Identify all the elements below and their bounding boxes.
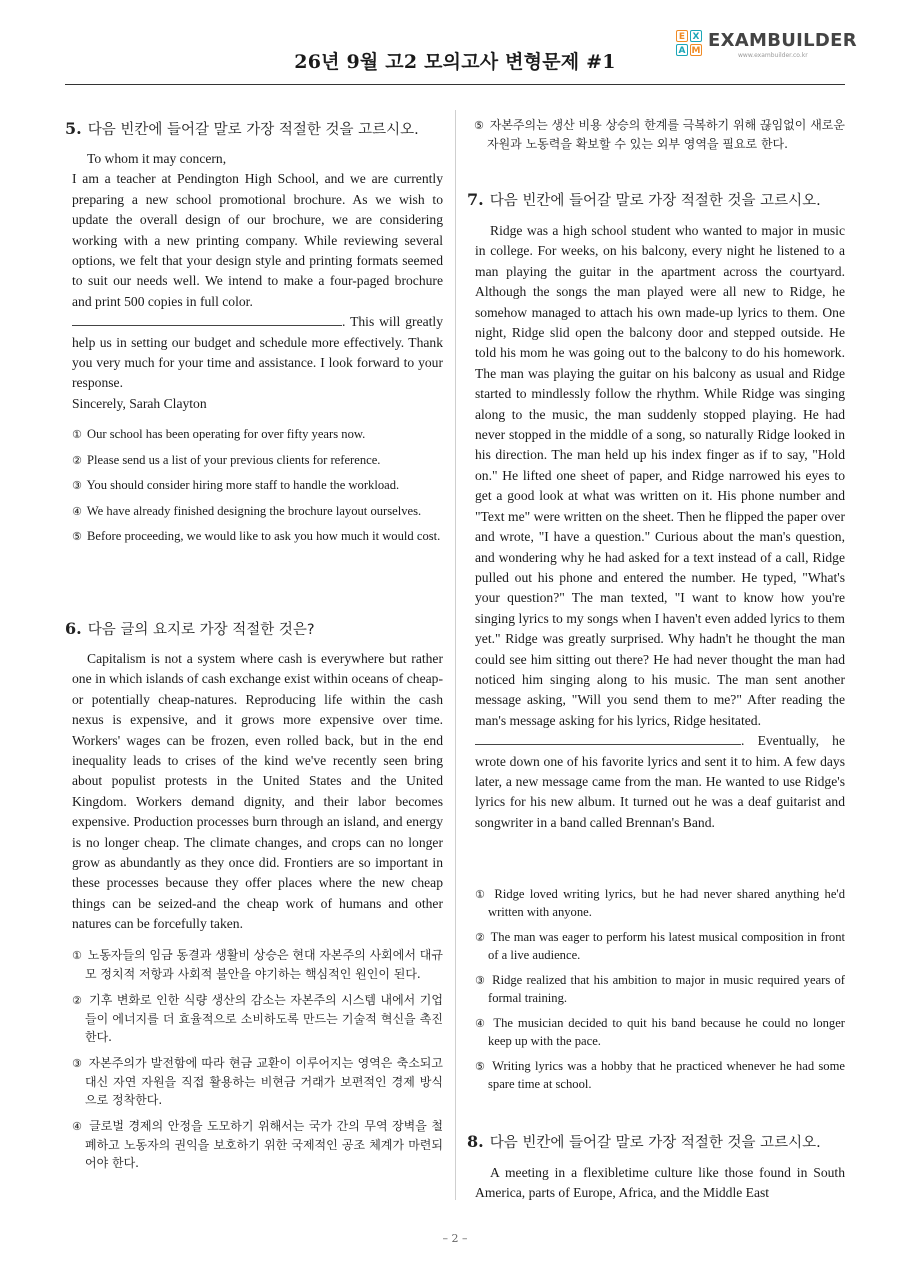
- question-8-passage: [475, 1163, 845, 1204]
- question-number: 7.: [467, 190, 484, 209]
- page-number: – 2 –: [442, 1232, 468, 1245]
- option-text: 노동자들의 임금 동결과 생활비 상승은 현대 자본주의 사회에서 대규모 정치적 저항과 사회적 불안을 야기하는 핵심적인 원인이 된다.: [85, 948, 443, 981]
- option-text: Please send us a list of your previous clients for reference.: [87, 452, 381, 467]
- question-prompt: 다음 글의 요지로 가장 적절한 것은?: [87, 622, 315, 638]
- question-number: 8.: [467, 1132, 484, 1151]
- question-5-options: [72, 426, 443, 554]
- answer-option[interactable]: [72, 452, 443, 470]
- letter-salutation: To whom it may concern,: [87, 151, 227, 166]
- option-text: 자본주의가 발전함에 따라 현금 교환이 이루어지는 영역은 축소되고 대신 자연 자원을 직접 활용하는 비현금 거래가 보편적인 경제 방식으로 정착한다.: [85, 1056, 443, 1107]
- logo-url: www.exambuilder.co.kr: [738, 52, 808, 59]
- option-text: 글로벌 경제의 안정을 도모하기 위해서는 국가 간의 무역 장벽을 철폐하고 노동자의 권익을 보호하기 위한 국제적인 공조 체계가 마련되어야 한다.: [85, 1119, 443, 1170]
- question-prompt: 다음 빈칸에 들어갈 말로 가장 적절한 것을 고르시오.: [489, 193, 821, 209]
- option-mark: ①: [475, 888, 488, 901]
- option-mark: ②: [72, 453, 82, 467]
- answer-blank: [72, 313, 342, 326]
- exambuilder-logo: [676, 30, 857, 60]
- option-mark: ⑤: [72, 530, 82, 543]
- option-mark: ③: [72, 479, 82, 492]
- question-5-passage: [72, 149, 443, 414]
- answer-option[interactable]: [72, 946, 443, 983]
- answer-option[interactable]: [475, 886, 845, 921]
- answer-option[interactable]: [72, 477, 443, 495]
- option-text: You should consider hiring more staff to handle the workload.: [86, 478, 400, 492]
- logo-grid-icon: [676, 30, 703, 57]
- answer-option[interactable]: [72, 426, 443, 444]
- answer-option[interactable]: [72, 528, 443, 546]
- question-6-passage: [72, 649, 443, 935]
- logo-cell: E: [676, 30, 688, 42]
- answer-option[interactable]: [475, 929, 845, 964]
- answer-option[interactable]: [72, 991, 443, 1046]
- question-8-heading: [467, 1131, 821, 1152]
- letter-body: I am a teacher at Pendington High School, and we are currently preparing a new school promotional brochure. As we wish to update the overall design of our brochure, we are considering working with a new printing company. While reviewing several options, we felt that your design style and printing formats seemed to suit our needs well. We intend to make a four-paged brochure and print 500 copies in full color.: [72, 171, 443, 309]
- option-text: Ridge realized that his ambition to major in music required years of formal training.: [488, 973, 845, 1005]
- option-mark: ①: [72, 428, 82, 441]
- logo-cell: X: [690, 30, 702, 42]
- option-text: 기후 변화로 인한 식량 생산의 감소는 자본주의 시스템 내에서 기업들이 에너지를 더 효율적으로 소비하도록 만드는 기술적 혁신을 촉진한다.: [85, 993, 443, 1044]
- answer-option[interactable]: [475, 1058, 845, 1093]
- option-mark: ④: [475, 1017, 487, 1030]
- question-6-heading: [65, 618, 315, 639]
- column-divider: [455, 110, 456, 1200]
- option-text: We have already finished designing the brochure layout ourselves.: [86, 503, 422, 518]
- option-mark: ⑤: [474, 119, 484, 132]
- question-6-options: [72, 946, 443, 1180]
- header-rule: [65, 84, 845, 85]
- option-text: Writing lyrics was a hobby that he practiced whenever he had some spare time at school.: [488, 1059, 845, 1091]
- option-mark: ①: [72, 949, 82, 962]
- question-7-passage: [475, 221, 845, 833]
- answer-option[interactable]: [72, 503, 443, 521]
- option-text: Ridge loved writing lyrics, but he had never shared anything he'd written with anyone.: [488, 887, 845, 919]
- passage-body: Ridge was a high school student who wanted to major in music in college. For weeks, on his balcony, every night he listened to a man playing the guitar in the apartment across the courtyard. Although the songs the man played were all new to Ridge, he somehow managed to attach his own made-up lyrics to them. One night, Ridge slid open the balcony door and stepped outside. He told his mom he was going out to the balcony to do his homework. The man was playing the guitar on his balcony as usual and Ridge started to mindlessly follow the rhythm. While Ridge was singing along to the music, the man suddenly stopped playing. He had never stopped in the middle of a song, so naturally Ridge looked in his direction. The man held up his index finger as if to say, "Hold on." He lifted one sheet of paper, and Ridge narrowed his eyes to get a good look at what was written on it. His phone number and "Text me" were written on the sheet. Then he flipped the paper over and wrote, "I have a question." Curious about the man's question, and wondering why he had asked for a text instead of a call, Ridge pulled out his phone and entered the number. He typed, "What's your question?" The man texted, "I want to know how you're singing lyrics to my songs when I haven't even added lyrics to them yet." Ridge was greatly surprised. Why hadn't he thought the man could see him sitting out there? He had never thought the man had noticed him singing along to his music. The man sent another message asking, "Will you send them to me?" After reading the man's message asking for his lyrics, Ridge hesitated.: [475, 223, 845, 728]
- page-title: 26년 9월 고2 모의고사 변형문제 #1: [294, 51, 616, 73]
- answer-option[interactable]: [475, 1015, 845, 1050]
- option-text: Before proceeding, we would like to ask you how much it would cost.: [87, 529, 441, 543]
- option-mark: ②: [72, 994, 83, 1007]
- option-mark: ⑤: [475, 1060, 486, 1073]
- answer-option[interactable]: [475, 972, 845, 1007]
- option-text: The man was eager to perform his latest musical composition in front of a live audience.: [488, 930, 846, 962]
- letter-signoff: Sincerely, Sarah Clayton: [72, 395, 207, 411]
- question-6-options-continued: [474, 116, 845, 161]
- option-text: 자본주의는 생산 비용 상승의 한계를 극복하기 위해 끊임없이 새로운 자원과 노동력을 확보할 수 있는 외부 영역을 필요로 한다.: [487, 118, 845, 151]
- answer-option[interactable]: [72, 1117, 443, 1172]
- option-mark: ④: [72, 504, 82, 518]
- option-mark: ④: [72, 1120, 83, 1133]
- question-7-heading: [467, 189, 821, 210]
- answer-blank: [475, 732, 741, 745]
- logo-cell: M: [691, 46, 701, 56]
- logo-wordmark: EXAMBUILDER: [708, 30, 857, 51]
- question-number: 5.: [65, 119, 82, 138]
- answer-option[interactable]: [72, 1054, 443, 1109]
- question-7-options: [475, 886, 845, 1101]
- question-prompt: 다음 빈칸에 들어갈 말로 가장 적절한 것을 고르시오.: [87, 122, 419, 138]
- logo-cell: A: [676, 44, 688, 56]
- question-number: 6.: [65, 619, 82, 638]
- answer-option[interactable]: [474, 116, 845, 153]
- option-text: The musician decided to quit his band because he could no longer keep up with the pace.: [488, 1016, 845, 1048]
- letter-after-blank: . This will greatly help us in setting our budget and schedule more effectively. Thank you very much for your time and assistance. I look forward to your response.: [72, 314, 443, 391]
- option-mark: ②: [475, 931, 486, 944]
- passage-after-blank: . Eventually, he wrote down one of his favorite lyrics and sent it to him. A few days later, a new message came from the man. He wanted to use Ridge's lyrics for his new album. It turned out he was a deaf guitarist and songwriter in a band called Brennan's Band.: [475, 733, 845, 830]
- question-prompt: 다음 빈칸에 들어갈 말로 가장 적절한 것을 고르시오.: [489, 1135, 821, 1151]
- option-mark: ③: [72, 1057, 83, 1070]
- option-text: Our school has been operating for over fifty years now.: [87, 427, 366, 441]
- passage-body: Capitalism is not a system where cash is everywhere but rather one in which islands of cash exchange exist within oceans of cheap-or potentially cheap-natures. Reproducing life within the cash nexus is expensive, and it grows more expensive over time. Workers' wages can be frozen, even rolled back, but in the end inequality leads to crises of the kind we've recently seen bring about populist protests in the United States and the United Kingdom. Workers demand dignity, and their labor becomes expensive. Production processes burn through an island, and energy is no longer cheap. The climate changes, and crops can no longer grow as abundantly as they once did. Frontiers are so important in these processes because they offer places where the new cheap things can be seized-and the cheap work of humans and other natures can be forcefully taken.: [72, 651, 443, 932]
- passage-body: A meeting in a flexibletime culture like those found in South America, parts of Europe, Africa, and the Middle East: [475, 1165, 845, 1201]
- question-5-heading: [65, 118, 419, 139]
- option-mark: ③: [475, 974, 486, 987]
